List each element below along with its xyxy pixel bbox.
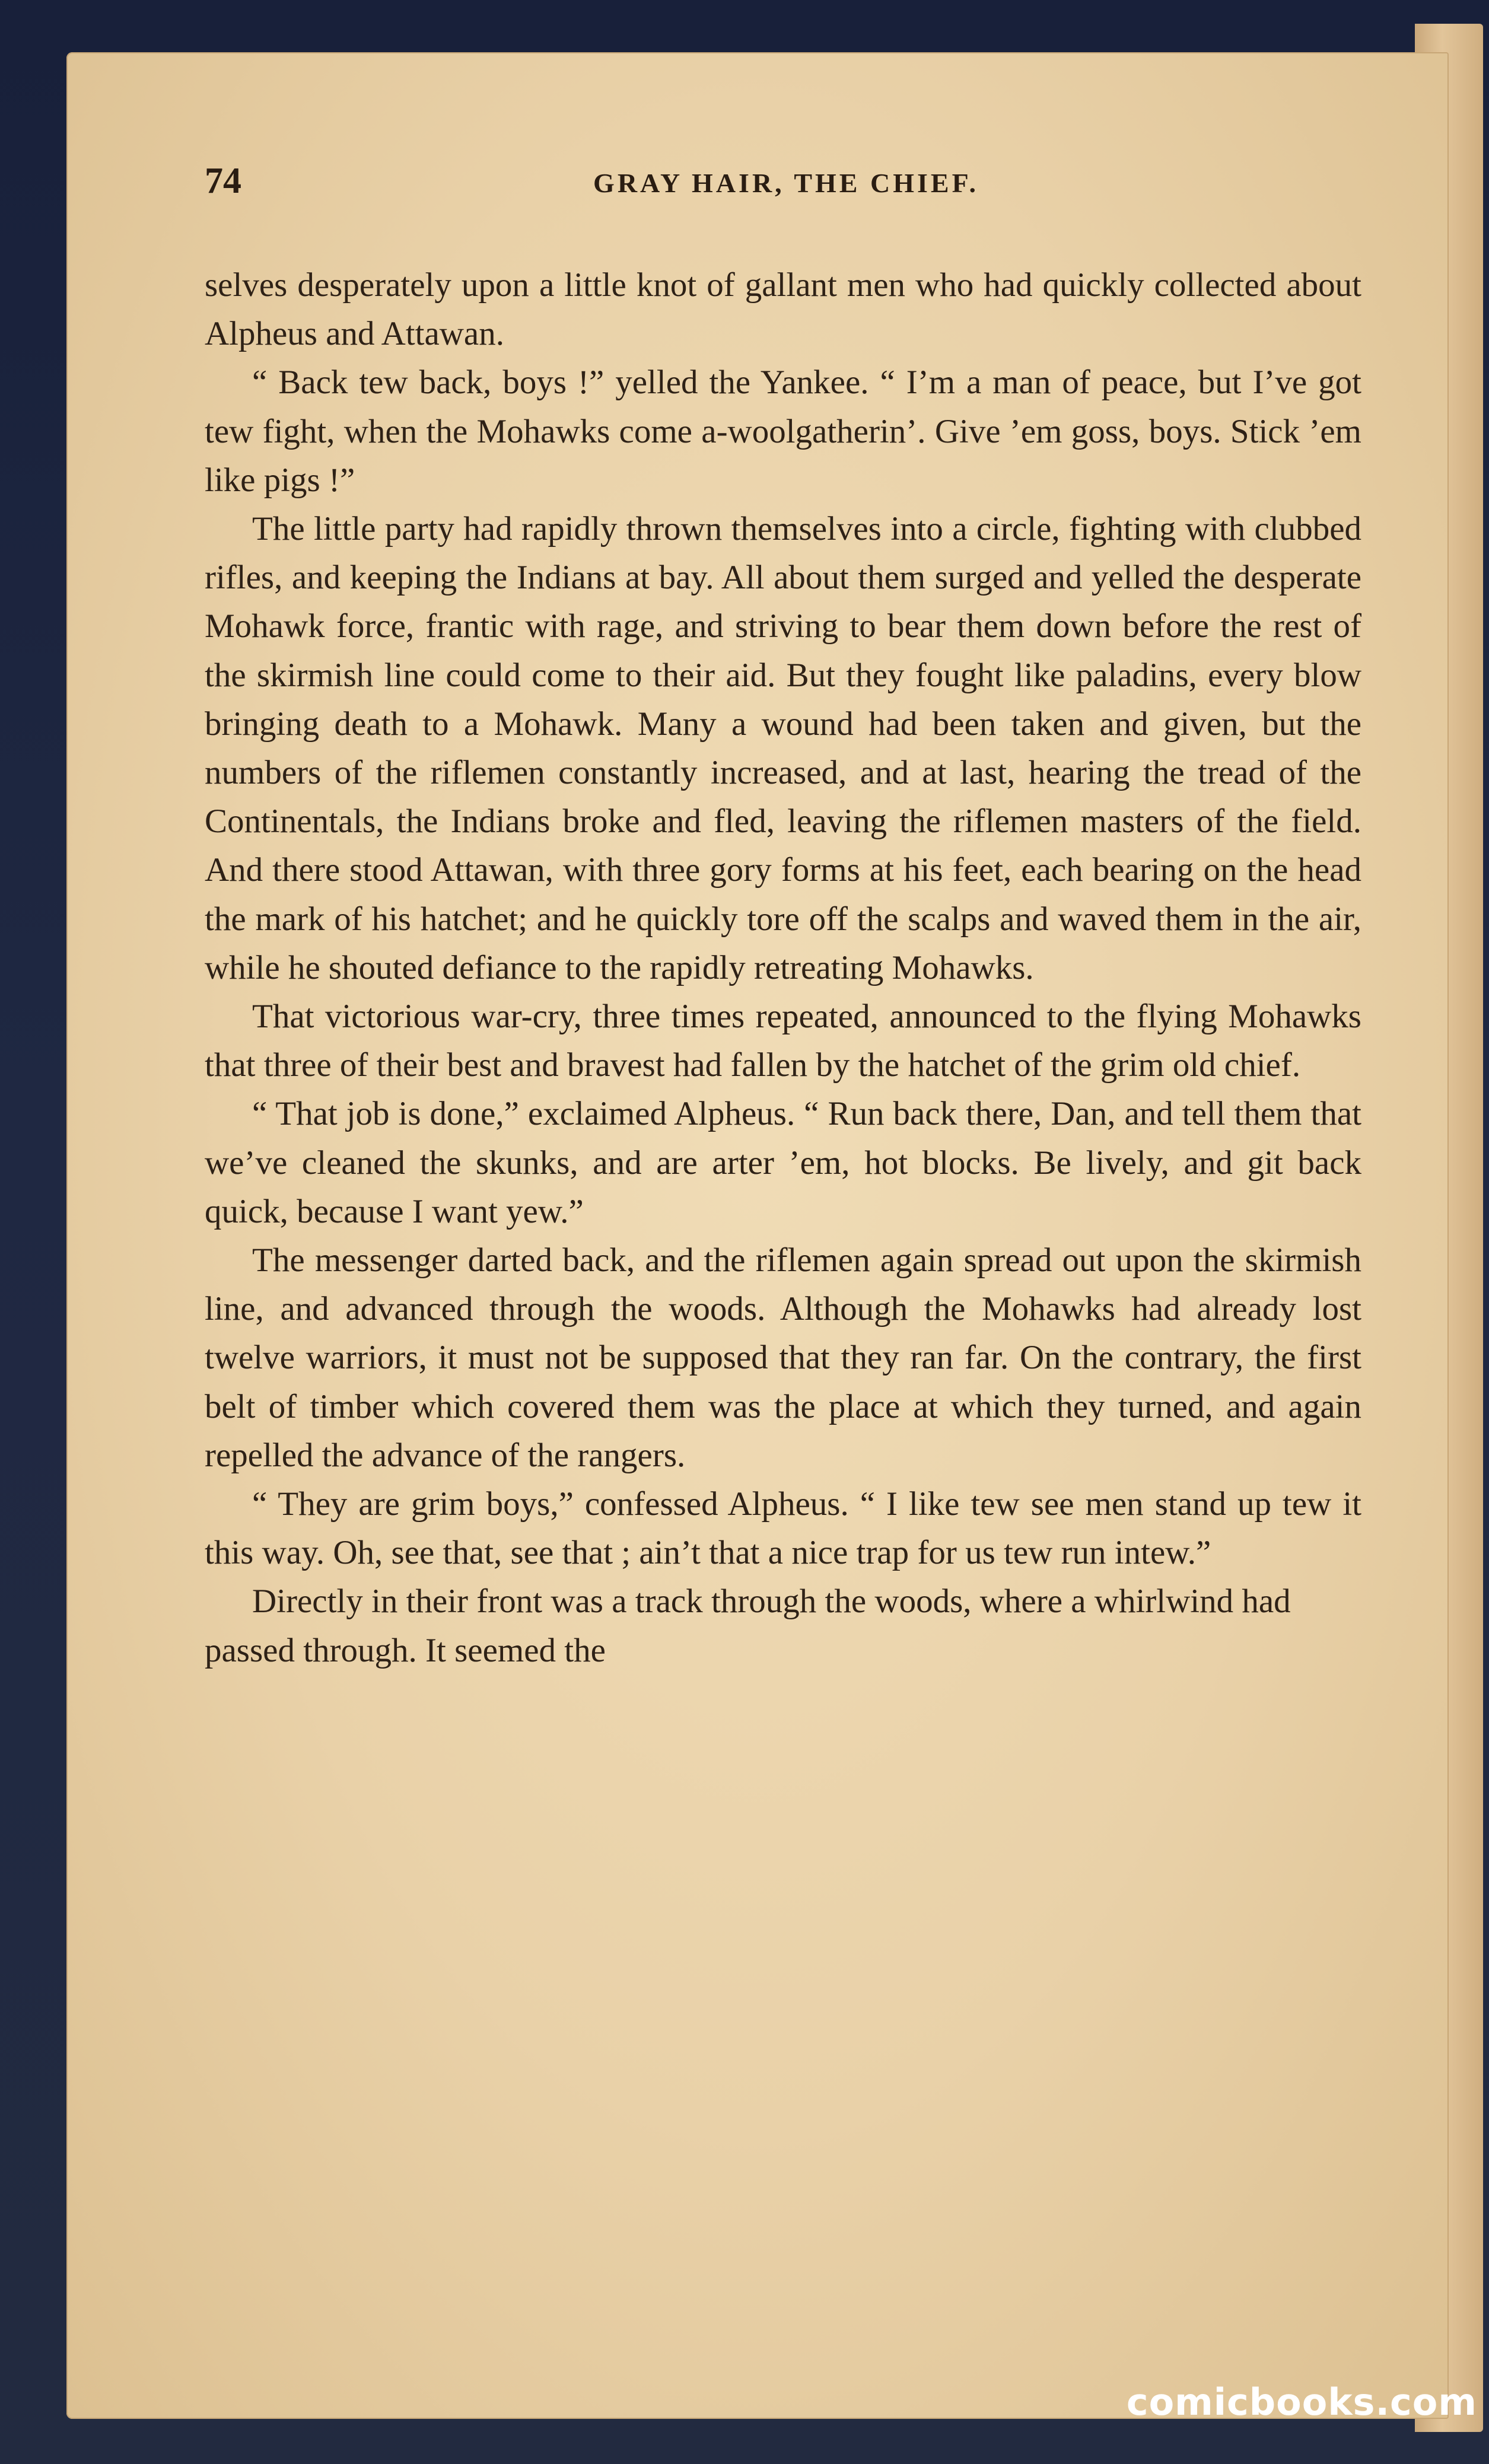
page-number: 74 xyxy=(205,161,241,201)
paragraph-3: The little party had rapidly thrown themselves into a circle, fighting with clubbed rifles, and keeping the Indians at bay. All about them surged and yelled the desperate Mohawk force, frantic with rage, and striving to bear them down before the rest of the skirmish line could come to their aid. But they fought like paladins, every blow bringing death to a Mohawk. Many a wound had been taken and given, but the numbers of the riflemen constantly increased, and at last, hearing the tread of the Continentals, the Indians broke and fled, leaving the riflemen masters of the field. And there stood Attawan, with three gory forms at his feet, each bearing on the head the mark of his hatchet; and he quickly tore off the scalps and waved them in the air, while he shouted defiance to the rapidly retreating Mohawks. xyxy=(205,510,1361,986)
paragraph-5: “ That job is done,” exclaimed Alpheus. “ Run back there, Dan, and tell them that we’ve cleaned the skunks, and are arter ’em, hot blocks. Be lively, and git back quick, because I want yew.” xyxy=(205,1095,1361,1230)
running-header xyxy=(205,160,1367,214)
paragraph-6: The messenger darted back, and the riflemen again spread out upon the skirmish line, and advanced through the woods. Although the Mohawks had already lost twelve warriors, it must not be supposed that they ran far. On the contrary, the first belt of timber which covered them was the place at which they turned, and again repelled the advance of the rangers. xyxy=(205,1241,1361,1474)
paragraph-8: Directly in their front was a track through the woods, where a whirlwind had passed through. It seemed the xyxy=(205,1583,1291,1669)
watermark: comicbooks.com xyxy=(1126,2380,1477,2424)
paragraph-1: selves desperately upon a little knot of gallant men who had quickly collected about Alpheus and Attawan. xyxy=(205,266,1361,353)
running-title: GRAY HAIR, THE CHIEF. xyxy=(593,168,979,198)
paragraph-2: “ Back tew back, boys !” yelled the Yankee. “ I’m a man of peace, but I’ve got tew fight, when the Mohawks come a-woolgatherin’. Give ’em goss, boys. Stick ’em like pigs !” xyxy=(205,364,1361,499)
paragraph-7: “ They are grim boys,” confessed Alpheus. “ I like tew see men stand up tew it this way. Oh, see that, see that ; ain’t that a nice trap for us tew run intew.” xyxy=(205,1485,1361,1572)
body-text xyxy=(205,261,1361,1675)
paragraph-4: That victorious war-cry, three times repeated, announced to the flying Mohawks that three of their best and bravest had fallen by the hatchet of the grim old chief. xyxy=(205,998,1361,1084)
